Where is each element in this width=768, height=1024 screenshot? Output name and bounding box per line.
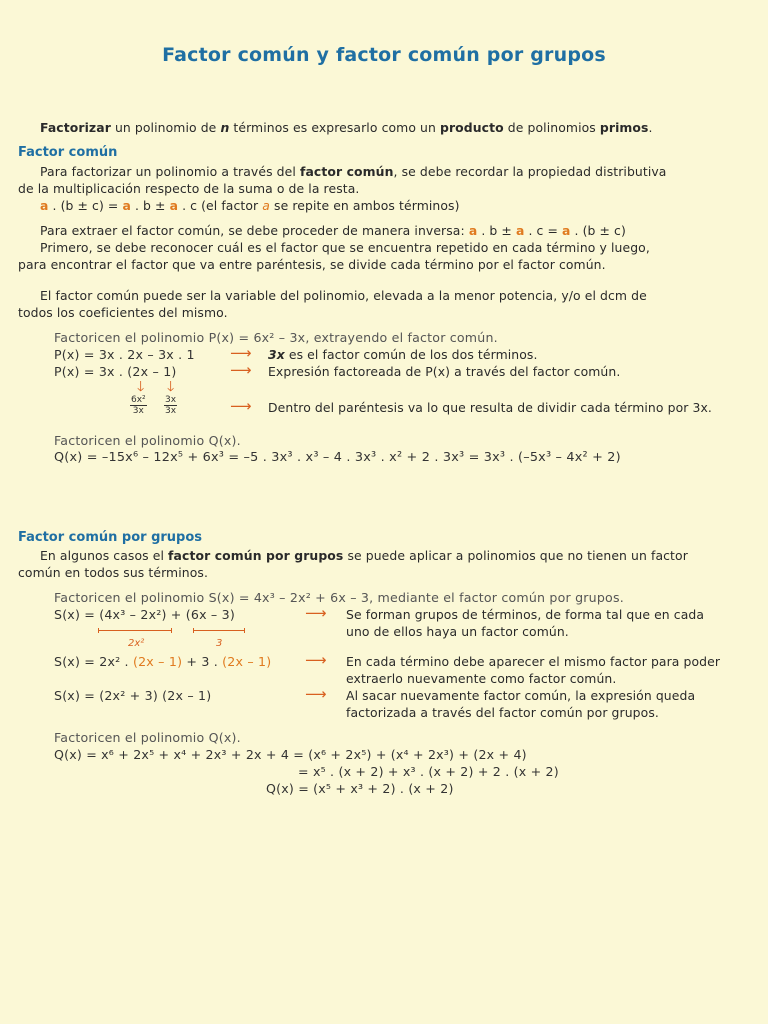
long-right-arrow-icon: ⟶ [230,361,252,379]
page-title: Factor común y factor común por grupos [162,44,606,66]
accent-a: a [468,223,478,238]
example-s-step-2 [54,654,271,669]
accent-a: a [169,198,179,213]
accent-a: a [40,198,49,213]
intro-bold-factorizar: Factorizar [40,120,111,135]
text: . c (el factor [178,198,263,213]
example-s-step-3-note-2: factorizada a través del factor común por grupos. [346,705,659,720]
text: . b ± [130,198,170,213]
highlight-common-factor: (2x – 1) [222,654,272,669]
example-q-equation: Q(x) = –15x⁶ – 12x⁵ + 6x³ = –5 . 3x³ . x³ – 4 . 3x³ . x² + 2 . 3x³ = 3x³ . (–5x³ – 4x² + 2) [54,450,621,465]
bold-factor-comun: factor común [299,164,394,179]
example-q2-title: Factoricen el polinomio Q(x). [54,730,241,745]
long-right-arrow-icon: ⟶ [305,685,327,703]
accent-a: a [562,223,571,238]
highlight-common-factor: (2x – 1) [132,654,183,669]
s1-line-5: Primero, se debe reconocer cuál es el factor que se encuentra repetido en cada término y luego, [40,240,650,255]
s1-distributive-formula [40,198,460,213]
example-p-title: Factoricen el polinomio P(x) = 6x² – 3x, extrayendo el factor común. [54,330,498,345]
bold-factor-comun-por-grupos: factor común por grupos [168,548,344,563]
example-p-step-2-note: Expresión factoreada de P(x) a través del factor común. [268,364,621,379]
example-p-step-2: P(x) = 3x . (2x – 1) [54,364,177,379]
example-s-step-2-note-1: En cada término debe aparecer el mismo factor para poder [346,654,721,669]
section-heading-factor-comun-por-grupos: Factor común por grupos [18,530,203,545]
example-s-step-3-note-1: Al sacar nuevamente factor común, la expresión queda [346,688,696,703]
example-p-step-3-note: Dentro del paréntesis va lo que resulta de dividir cada término por 3x. [268,400,712,415]
fraction-3x-over-3x [164,395,177,416]
example-q2-line-1: Q(x) = x⁶ + 2x⁵ + x⁴ + 2x³ + 2x + 4 = (x⁶ + 2x⁵) + (x⁴ + 2x³) + (2x + 4) [54,747,527,762]
intro-text: . [648,120,653,135]
s1-line-1 [40,164,666,179]
text: se repite en ambos términos) [269,198,460,213]
down-arrow-icon: 🡓 [167,379,175,395]
intro-n: n [220,120,230,135]
text: . (b ± c) [570,223,626,238]
intro-text: un polinomio de [110,120,221,135]
text: Para extraer el factor común, se debe proceder de manera inversa: [40,223,469,238]
group-brace-1 [98,630,172,635]
accent-a: a [122,198,131,213]
long-right-arrow-icon: ⟶ [305,651,327,669]
text: Para factorizar un polinomio a través del [40,164,300,179]
text: se puede aplicar a polinomios que no tienen un factor [343,548,688,563]
group-factor-1: 2x² [128,638,145,649]
s1-line-8: todos los coeficientes del mismo. [18,305,228,320]
s1-line-7: El factor común puede ser la variable del polinomio, elevada a la menor potencia, y/o el dcm de [40,288,647,303]
bold-3x: 3x [268,347,285,362]
intro-bold-producto: producto [440,120,504,135]
intro-bold-primos: primos [599,120,649,135]
accent-a: a [262,198,270,213]
fraction-denominator: 3x [132,406,144,416]
text: En algunos casos el [40,548,169,563]
example-p-step-1-note [268,347,538,362]
fraction-denominator: 3x [165,406,177,416]
example-s-step-1-note-1: Se forman grupos de términos, de forma tal que en cada [346,607,705,622]
text: es el factor común de los dos términos. [284,347,538,362]
text: + 3 . [182,654,223,669]
group-factor-2: 3 [216,638,223,649]
long-right-arrow-icon: ⟶ [230,397,252,415]
down-arrow-icon: 🡓 [137,379,145,395]
s1-line-4 [40,223,626,238]
s1-line-6: para encontrar el factor que va entre paréntesis, se divide cada término por el factor común. [18,257,606,272]
example-s-step-1: S(x) = (4x³ – 2x²) + (6x – 3) [54,607,235,622]
text: . b ± [477,223,516,238]
example-q2-line-2: = x⁵ . (x + 2) + x³ . (x + 2) + 2 . (x + 2) [298,764,559,779]
example-p-step-1: P(x) = 3x . 2x – 3x . 1 [54,347,195,362]
fraction-numerator: 3x [165,395,177,405]
example-s-title: Factoricen el polinomio S(x) = 4x³ – 2x² + 6x – 3, mediante el factor común por grupos. [54,590,624,605]
intro-line [40,120,653,135]
fraction-numerator: 6x² [131,395,146,405]
fraction-6x2-over-3x [130,395,147,416]
long-right-arrow-icon: ⟶ [230,344,252,362]
s2-line-2: común en todos sus términos. [18,565,209,580]
text: . c = [524,223,562,238]
text: . (b ± c) = [48,198,123,213]
example-s-step-1-note-2: uno de ellos haya un factor común. [346,624,569,639]
text: S(x) = 2x² . [54,654,133,669]
long-right-arrow-icon: ⟶ [305,604,327,622]
text: , se debe recordar la propiedad distributiva [393,164,667,179]
s1-line-2: de la multiplicación respecto de la suma o de la resta. [18,181,360,196]
example-q2-line-3: Q(x) = (x⁵ + x³ + 2) . (x + 2) [266,781,454,796]
intro-text: términos es expresarlo como un [229,120,440,135]
intro-text: de polinomios [503,120,600,135]
section-heading-factor-comun: Factor común [18,145,118,160]
example-s-step-3: S(x) = (2x² + 3) (2x – 1) [54,688,212,703]
example-q-title: Factoricen el polinomio Q(x). [54,433,241,448]
accent-a: a [515,223,525,238]
example-s-step-2-note-2: extraerlo nuevamente como factor común. [346,671,617,686]
group-brace-2 [193,630,245,635]
s2-line-1 [40,548,688,563]
